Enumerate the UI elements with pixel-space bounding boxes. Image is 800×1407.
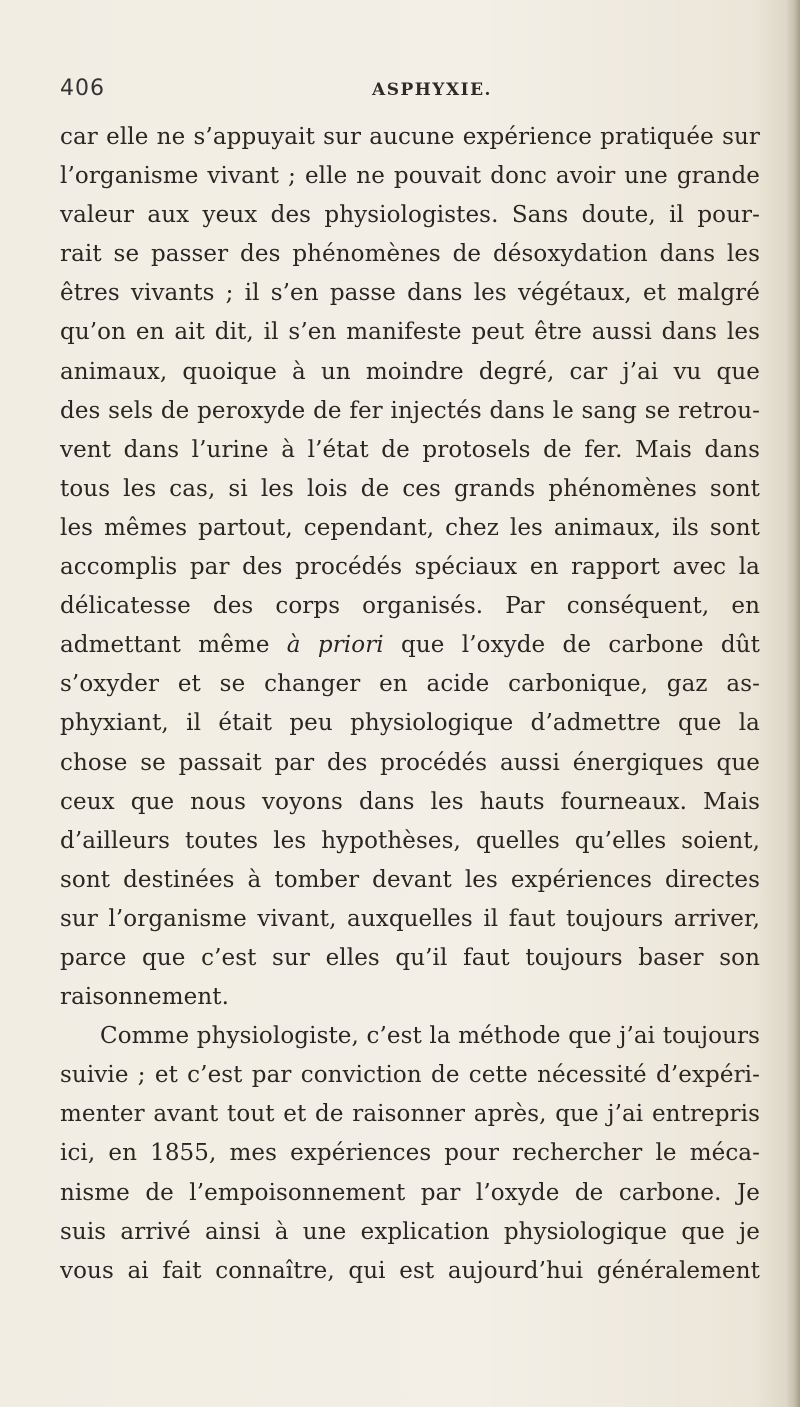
- page-edge-shadow: [786, 0, 800, 1407]
- text-line: phyxiant, il était peu physiologique d’admettre que la: [60, 710, 760, 737]
- text-line: suivie ; et c’est par conviction de cette nécessité d’expéri-: [60, 1062, 760, 1089]
- text-line: ceux que nous voyons dans les hauts fourneaux. Mais: [60, 788, 760, 815]
- text-line-paragraph-start: Comme physiologiste, c’est la méthode que j’ai toujours: [100, 1023, 760, 1050]
- text-line: des sels de peroxyde de fer injectés dans le sang se retrou-: [60, 397, 760, 424]
- text-line: les mêmes partout, cependant, chez les animaux, ils sont: [60, 514, 760, 541]
- text-line: valeur aux yeux des physiologistes. Sans doute, il pour-: [60, 202, 760, 229]
- text-line: car elle ne s’appuyait sur aucune expérience pratiquée sur: [60, 124, 760, 150]
- text-line: parce que c’est sur elles qu’il faut toujours baser son: [60, 944, 760, 971]
- text-line-paragraph-end: raisonnement.: [60, 984, 230, 1011]
- text-line: délicatesse des corps organisés. Par conséquent, en: [60, 593, 760, 620]
- text-line: vent dans l’urine à l’état de protosels de fer. Mais dans: [60, 436, 760, 463]
- text-line: vous ai fait connaître, qui est aujourd’hui généralement: [60, 1257, 760, 1284]
- text-line: d’ailleurs toutes les hypothèses, quelles qu’elles soient,: [60, 827, 760, 854]
- text-line: chose se passait par des procédés aussi énergiques que: [60, 749, 760, 776]
- italic-phrase: à priori: [286, 632, 384, 659]
- text-line: sont destinées à tomber devant les expériences directes: [60, 866, 760, 893]
- text-line: êtres vivants ; il s’en passe dans les végétaux, et malgré: [60, 280, 760, 307]
- text-line: accomplis par des procédés spéciaux en rapport avec la: [60, 554, 760, 581]
- text-line: menter avant tout et de raisonner après, que j’ai entrepris: [60, 1101, 760, 1128]
- text-line: suis arrivé ainsi à une explication physiologique que je: [60, 1218, 760, 1245]
- text-line: qu’on en ait dit, il s’en manifeste peut être aussi dans les: [60, 319, 760, 346]
- text-line: rait se passer des phénomènes de désoxydation dans les: [60, 241, 760, 268]
- text-segment: admettant même: [60, 632, 287, 659]
- text-segment: que l’oxyde de carbone dût: [383, 632, 760, 659]
- page-number: 406: [60, 76, 105, 101]
- text-line: tous les cas, si les lois de ces grands phénomènes sont: [60, 475, 760, 502]
- text-line: l’organisme vivant ; elle ne pouvait donc avoir une grande: [60, 163, 760, 190]
- text-line: ici, en 1855, mes expériences pour rechercher le méca-: [60, 1140, 760, 1167]
- text-line: s’oxyder et se changer en acide carbonique, gaz as-: [60, 671, 760, 698]
- text-line-italic: [60, 626, 760, 665]
- page-header: [60, 76, 740, 110]
- text-line: nisme de l’empoisonnement par l’oxyde de carbone. Je: [60, 1179, 760, 1206]
- text-line: animaux, quoique à un moindre degré, car j’ai vu que: [60, 358, 760, 385]
- text-line: sur l’organisme vivant, auxquelles il faut toujours arriver,: [60, 905, 760, 932]
- body-text: [60, 118, 760, 1291]
- running-title: ASPHYXIE.: [372, 80, 492, 100]
